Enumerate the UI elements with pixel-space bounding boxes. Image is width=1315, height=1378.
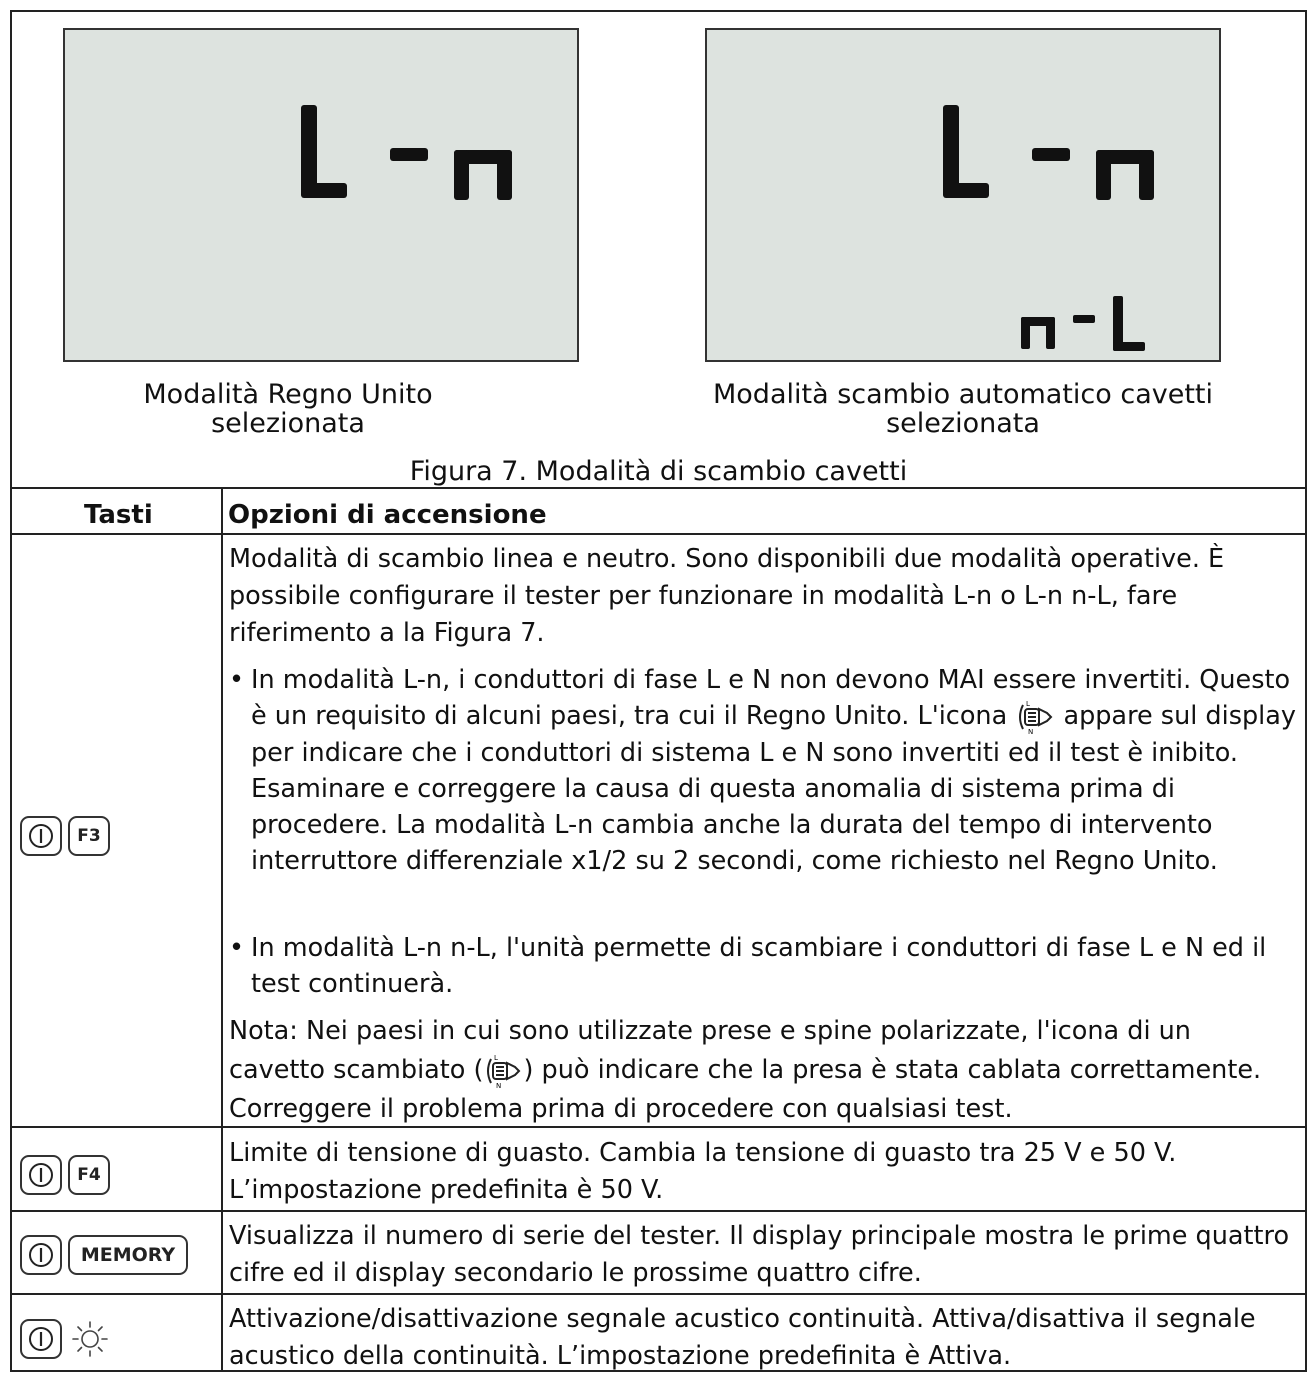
power-key[interactable]	[20, 1235, 62, 1275]
note-text-b: ) può indicare che la presa è stata cablata correttamente. Correggere il problema prima di procedere con qualsiasi test.	[229, 1055, 1262, 1124]
caption-uk-mode: Modalità Regno Unito selezionata	[143, 379, 433, 439]
power-key[interactable]	[20, 816, 62, 856]
power-key[interactable]	[20, 1319, 62, 1359]
power-icon	[26, 1324, 56, 1354]
svg-text:L: L	[494, 1054, 499, 1062]
header-power-on-options: Opzioni di accensione	[228, 500, 547, 530]
figure-title: Figura 7. Modalità di scambio cavetti	[409, 456, 908, 487]
power-icon	[26, 1160, 56, 1190]
power-icon	[26, 821, 56, 851]
memory-key[interactable]: MEMORY	[68, 1235, 188, 1275]
beeper-key[interactable]	[68, 1317, 112, 1361]
caption-auto-swap-mode: Modalità scambio automatico cavetti selezionata	[712, 379, 1213, 439]
svg-text:N: N	[1028, 728, 1034, 735]
bullet-dot: •	[229, 933, 245, 963]
header-bottom-border	[10, 533, 1307, 535]
lcd-display-auto-swap-mode	[705, 28, 1221, 362]
lcd-display-uk-mode	[63, 28, 579, 362]
svg-text:N: N	[496, 1082, 502, 1089]
power-key[interactable]	[20, 1155, 62, 1195]
row-beeper-text: Attivazione/disattivazione segnale acustico continuità. Attiva/disattiva il segnale acustico della continuità. L’impostazione predefinita è Attiva.	[229, 1304, 1256, 1371]
row-divider	[10, 1293, 1307, 1295]
bullet-1-text-b: appare sul display per indicare che i conduttori di sistema L e N sono invertiti ed il test è inibito. Esaminare e correggere la causa di questa anomalia di sistema prima di procedere. La modalità L-n cambia anche la durata del tempo di intervento interruttore differenziale x1/2 su 2 secondi, come richiesto nel Regno Unito.	[251, 701, 1296, 876]
keys-power-f4	[20, 1152, 110, 1198]
f4-key[interactable]: F4	[68, 1155, 110, 1195]
beeper-icon	[70, 1319, 110, 1359]
f3-key[interactable]: F3	[68, 816, 110, 856]
keys-power-f3	[20, 813, 110, 859]
reversed-lead-icon	[1015, 699, 1055, 735]
note-text-a: Nota: Nei paesi in cui sono utilizzate prese e spine polarizzate, l'icona di un cavetto scambiato (	[229, 1016, 1191, 1085]
bullet-1-text-a: In modalità L-n, i conduttori di fase L e N non devono MAI essere invertiti. Questo è un requisito di alcuni paesi, tra cui il Regno Unito. L'icona	[251, 665, 1291, 731]
column-divider	[221, 487, 223, 1372]
row-divider	[10, 1210, 1307, 1212]
row-f3-note	[229, 1012, 1289, 1129]
reversed-lead-icon	[483, 1053, 523, 1089]
table-top-border	[10, 487, 1307, 489]
keys-power-beeper	[20, 1316, 112, 1362]
row-f3-bullet-1	[229, 662, 1304, 879]
row-f4-text: Limite di tensione di guasto. Cambia la tensione di guasto tra 25 V e 50 V. L’impostazione predefinita è 50 V.	[229, 1138, 1177, 1205]
lcd-segments-l-n	[65, 30, 577, 360]
lcd-segments-l-n-n-l	[707, 30, 1219, 360]
row-f3-bullet-2	[229, 930, 1304, 1002]
row-f3-intro: Modalità di scambio linea e neutro. Sono disponibili due modalità operative. È possibile configurare il tester per funzionare in modalità L-n o L-n n-L, fare riferimento a la Figura 7.	[229, 544, 1225, 648]
bullet-dot: •	[229, 665, 245, 695]
row-memory-text: Visualizza il numero di serie del tester. Il display principale mostra le prime quattro cifre ed il display secondario le prossime quattro cifre.	[229, 1221, 1290, 1288]
power-icon	[26, 1240, 56, 1270]
keys-power-memory	[20, 1232, 188, 1278]
header-keys: Tasti	[84, 500, 153, 530]
svg-text:L: L	[1026, 700, 1031, 708]
bullet-2-text: In modalità L-n n-L, l'unità permette di scambiare i conduttori di fase L e N ed il test continuerà.	[251, 933, 1267, 999]
